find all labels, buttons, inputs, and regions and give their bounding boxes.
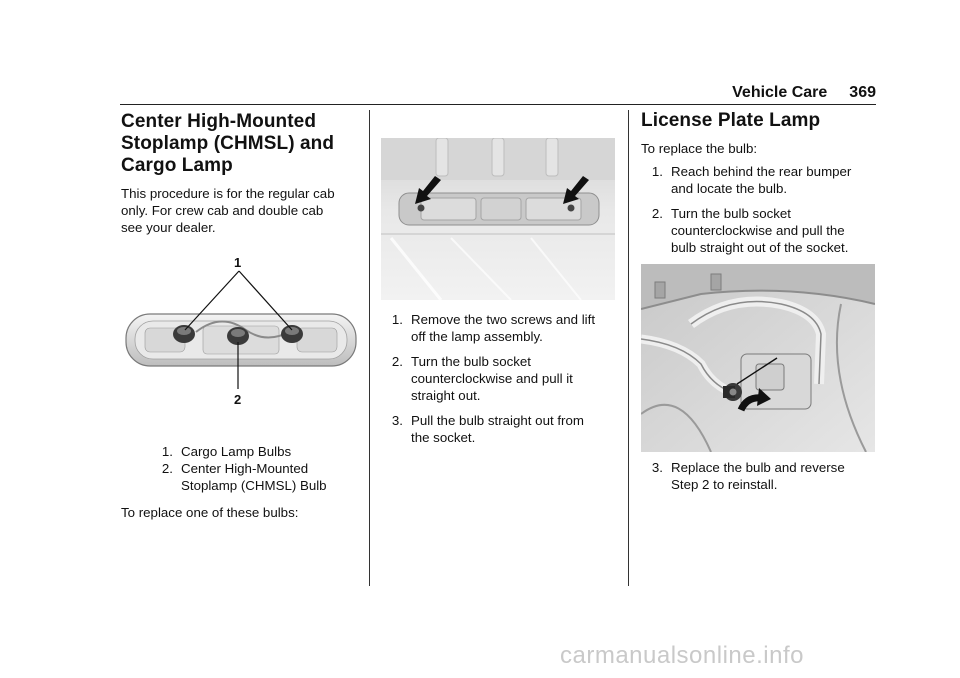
page-header [640, 84, 876, 104]
column-divider-right [628, 110, 629, 586]
column-divider-left [369, 110, 370, 586]
watermark: carmanualsonline.info [560, 642, 804, 669]
chmsl-intro: This procedure is for the regular cab only. For crew cab and double cab see your dealer. [121, 186, 335, 235]
license-lamp-photo [641, 264, 875, 452]
chmsl-screws-photo [381, 138, 615, 300]
license-plate-intro: To replace the bulb: [641, 141, 758, 156]
column-1 [121, 111, 361, 236]
license-plate-step-3 [641, 459, 877, 493]
chmsl-steps [381, 311, 621, 446]
column-3 [641, 110, 877, 256]
column-2 [381, 311, 621, 446]
chmsl-heading: Center High-Mounted Stoplamp (CHMSL) and Cargo Lamp [121, 111, 335, 176]
column-3-lower [641, 459, 877, 493]
legend-item: 1. Cargo Lamp Bulbs [161, 444, 292, 459]
step-item: 2. Turn the bulb socket counterclockwise and pull it straight out. [391, 354, 573, 403]
step-item: 2. Turn the bulb socket counterclockwise and pull the bulb straight out of the socket. [651, 206, 849, 255]
step-item: 3. Pull the bulb straight out from the socket. [391, 413, 584, 445]
section-title: Vehicle Care [732, 84, 828, 101]
chmsl-legend [121, 443, 361, 494]
callout-1-label: 1 [234, 255, 242, 270]
callout-2-label: 2 [234, 392, 242, 407]
legend-item: 2. Center High-Mounted Stoplamp (CHMSL) Bulb [161, 461, 327, 493]
page-number: 369 [849, 84, 876, 101]
license-plate-steps [641, 163, 877, 256]
chmsl-lamp-diagram [121, 252, 361, 412]
license-plate-heading: License Plate Lamp [641, 110, 821, 131]
step-item: 1. Reach behind the rear bumper and locate the bulb. [651, 164, 852, 196]
chmsl-outro: To replace one of these bulbs: [121, 505, 299, 520]
step-item: 1. Remove the two screws and lift off the lamp assembly. [391, 312, 596, 344]
column-1-lower [121, 443, 361, 521]
header-rule [120, 104, 876, 105]
step-item: 3. Replace the bulb and reverse Step 2 to reinstall. [651, 460, 845, 492]
